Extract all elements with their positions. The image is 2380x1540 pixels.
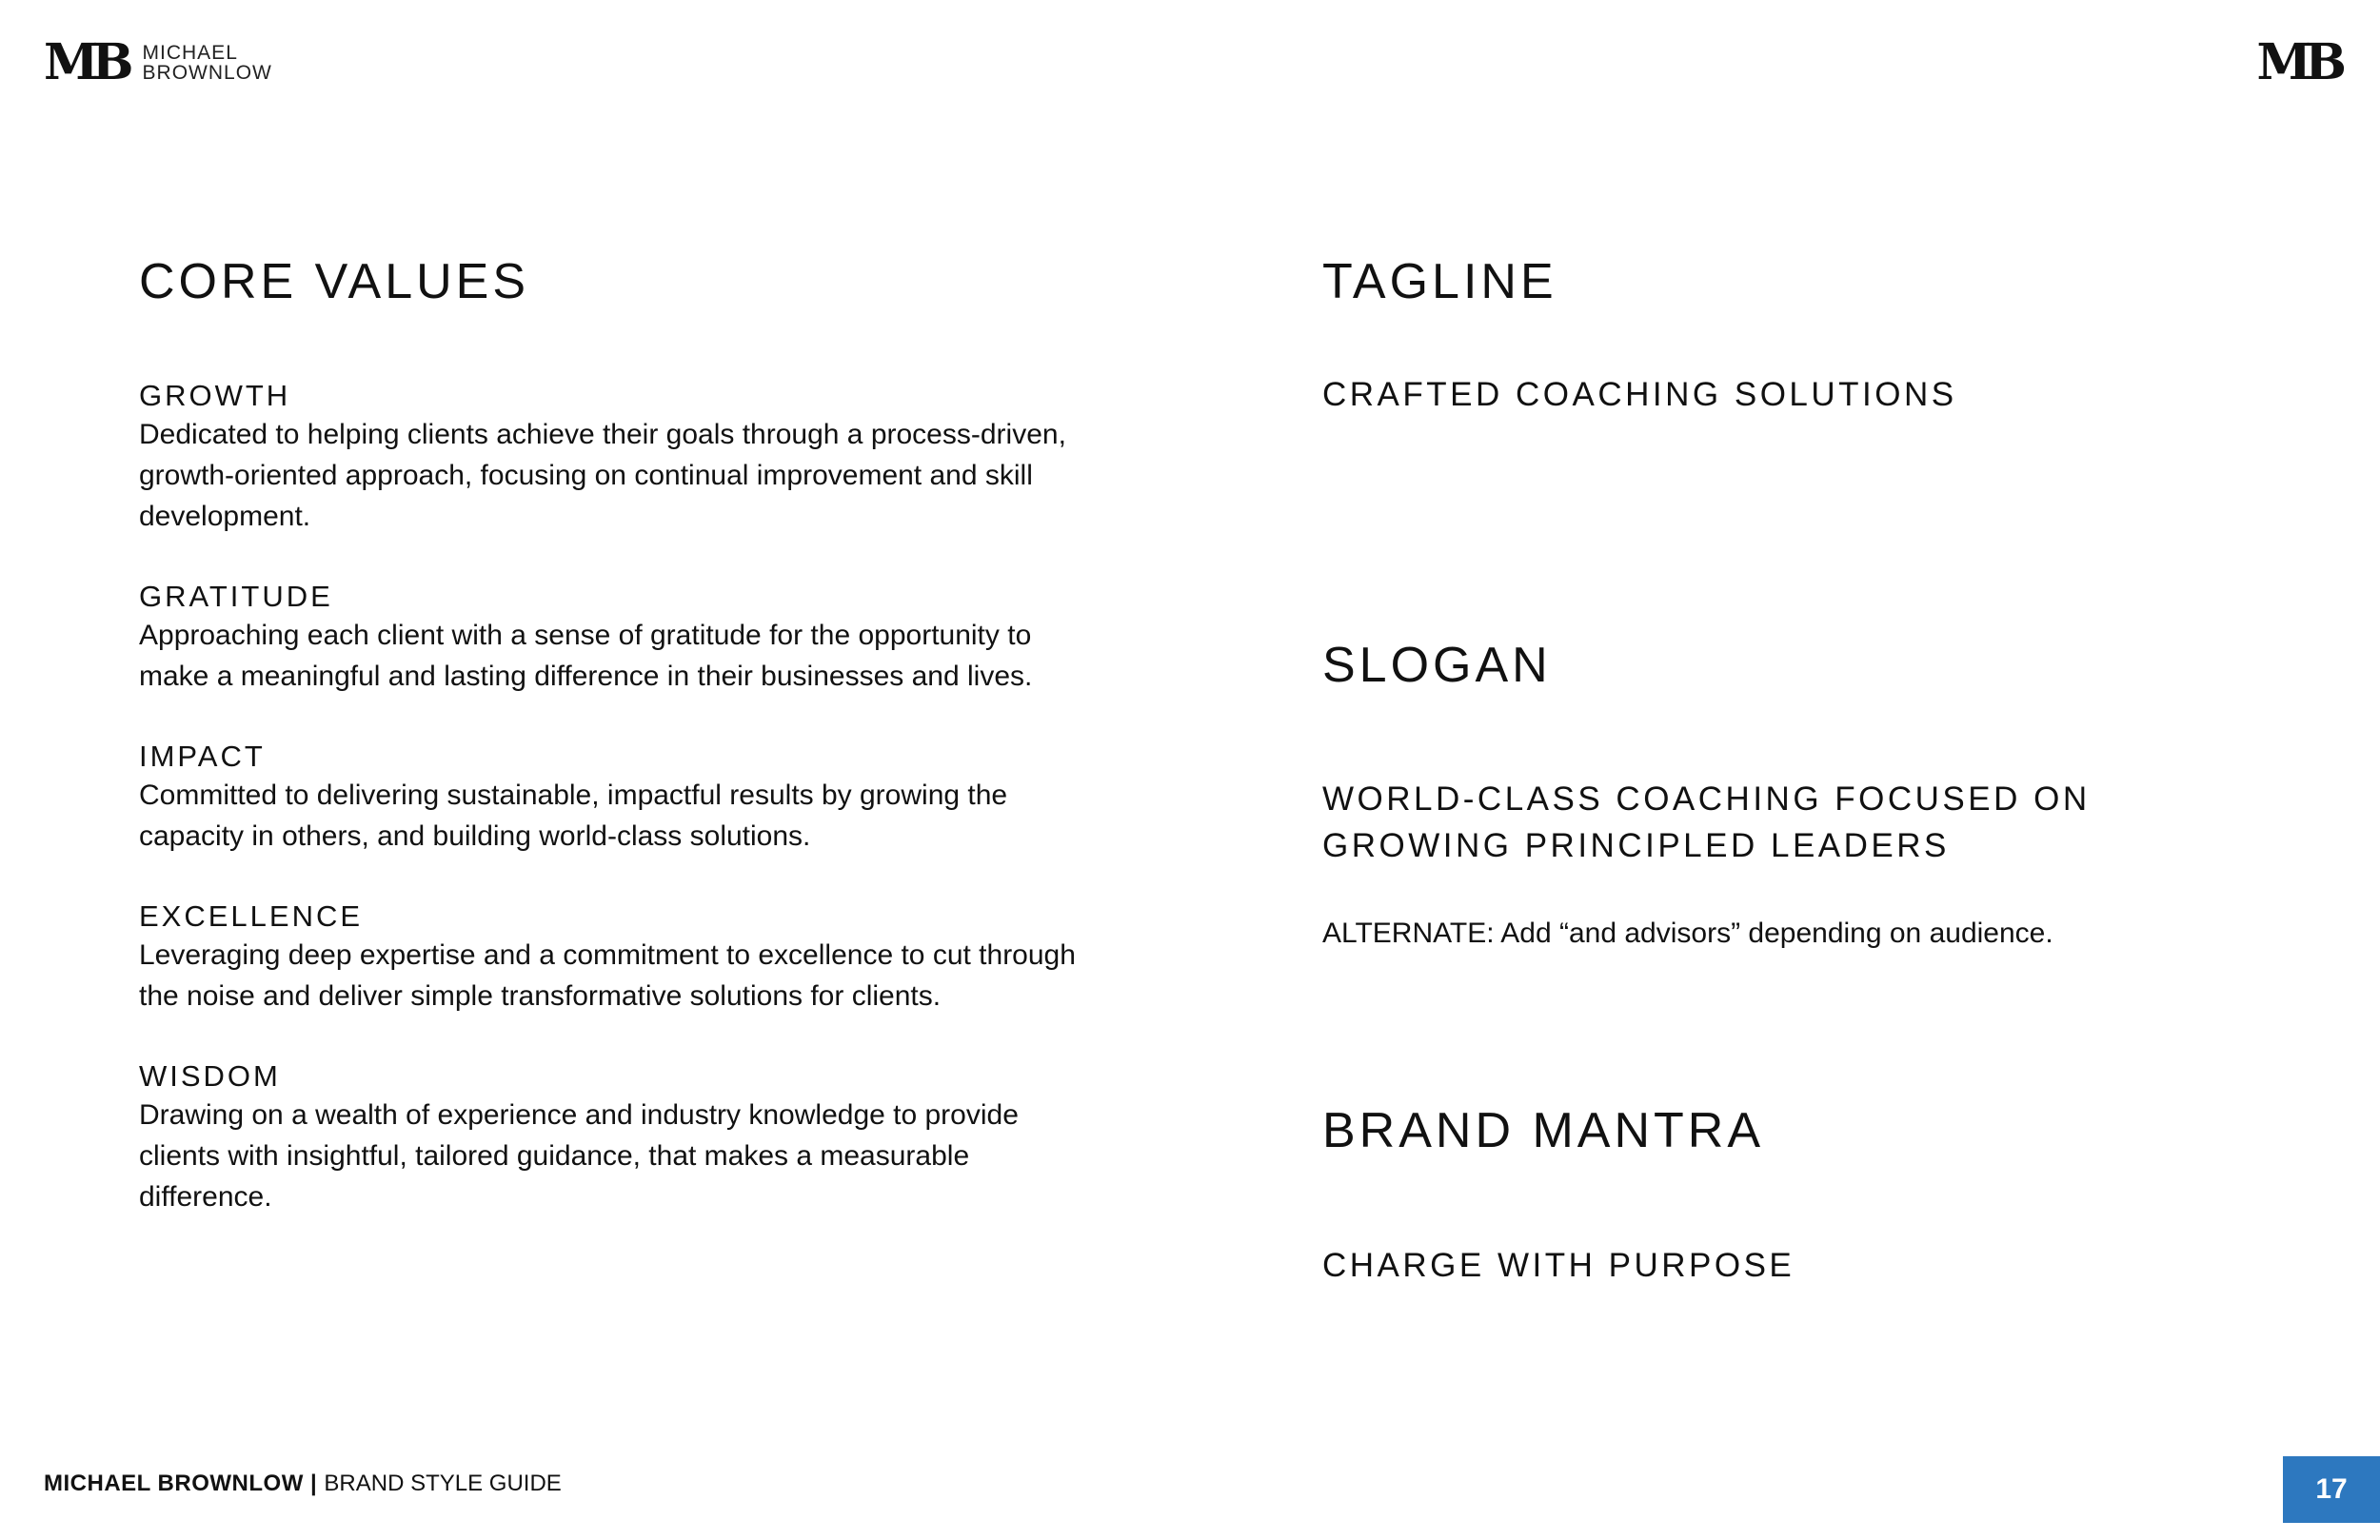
value-wisdom bbox=[139, 1058, 1091, 1217]
footer-separator: | bbox=[303, 1471, 325, 1496]
value-impact bbox=[139, 739, 1091, 857]
page-number-badge: 17 bbox=[2283, 1456, 2380, 1523]
tagline-text: CRAFTED COACHING SOLUTIONS bbox=[1322, 376, 1957, 413]
core-values-list bbox=[139, 378, 1091, 1217]
value-description: Drawing on a wealth of experience and industry knowledge to provide clients with insightful, tailored guidance, that makes a measurable difference. bbox=[139, 1099, 1019, 1213]
value-description: Committed to delivering sustainable, impactful results by growing the capacity in others, and building world-class solutions. bbox=[139, 780, 1008, 852]
page-footer bbox=[44, 1470, 562, 1498]
mb-monogram-logo-right: MB bbox=[2256, 33, 2340, 91]
value-description: Leveraging deep expertise and a commitment to excellence to cut through the noise and deliver simple transformative solutions for clients. bbox=[139, 939, 1076, 1012]
logo-wordmark bbox=[143, 43, 272, 83]
slogan-title: SLOGAN bbox=[1322, 638, 1552, 693]
mb-monogram-logo: MB bbox=[44, 33, 128, 91]
core-values-section bbox=[139, 252, 1091, 1259]
value-description: Approaching each client with a sense of gratitude for the opportunity to make a meaningful and lasting difference in their businesses and lives. bbox=[139, 620, 1033, 692]
value-gratitude bbox=[139, 579, 1091, 697]
logo-first-name: MICHAEL bbox=[142, 42, 238, 64]
brand-monogram-corner bbox=[2256, 33, 2340, 91]
brand-mantra-title: BRAND MANTRA bbox=[1322, 1103, 1765, 1158]
value-name: IMPACT bbox=[139, 740, 266, 773]
value-excellence bbox=[139, 898, 1091, 1017]
brand-logo-header bbox=[44, 33, 272, 91]
value-name: WISDOM bbox=[139, 1059, 281, 1093]
footer-doc-title: BRAND STYLE GUIDE bbox=[324, 1471, 562, 1496]
brand-mantra-section bbox=[1322, 1101, 2274, 1289]
footer-brand: MICHAEL BROWNLOW bbox=[44, 1471, 304, 1496]
slogan-alternate-note: ALTERNATE: Add “and advisors” depending on audience. bbox=[1322, 918, 2053, 949]
slogan-section bbox=[1322, 636, 2274, 953]
value-name: EXCELLENCE bbox=[139, 899, 364, 933]
brand-mantra-text: CHARGE WITH PURPOSE bbox=[1322, 1247, 1795, 1284]
core-values-title: CORE VALUES bbox=[139, 254, 530, 309]
value-growth bbox=[139, 378, 1091, 537]
value-name: GROWTH bbox=[139, 379, 291, 412]
value-name: GRATITUDE bbox=[139, 580, 333, 613]
value-description: Dedicated to helping clients achieve their goals through a process-driven, growth-oriented approach, focusing on continual improvement and skill development. bbox=[139, 419, 1066, 532]
tagline-section bbox=[1322, 252, 2274, 418]
logo-last-name: BROWNLOW bbox=[142, 62, 272, 84]
brand-messaging-column bbox=[1322, 252, 2274, 1284]
slogan-text: WORLD-CLASS COACHING FOCUSED ON GROWING PRINCIPLED LEADERS bbox=[1322, 780, 2091, 864]
tagline-title: TAGLINE bbox=[1322, 254, 1557, 309]
